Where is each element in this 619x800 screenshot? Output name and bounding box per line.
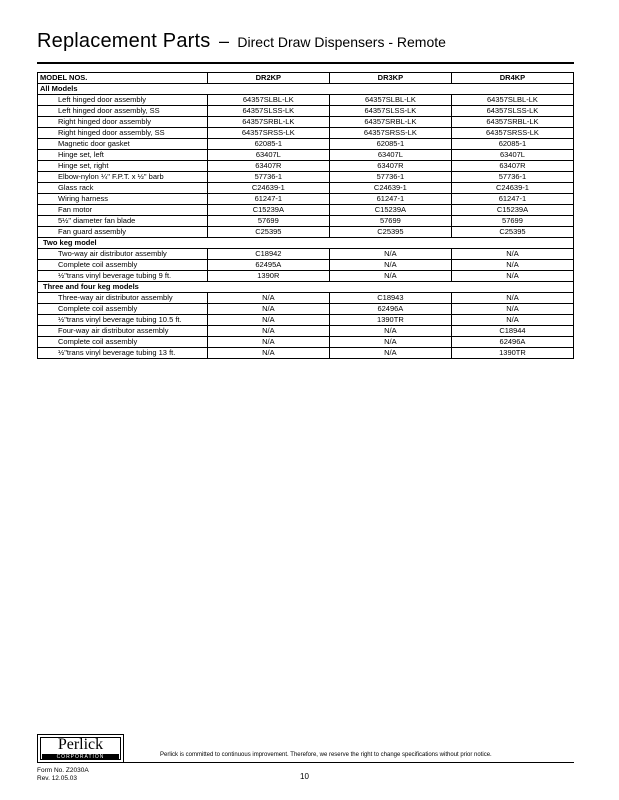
- part-number: N/A: [451, 293, 573, 304]
- part-number: N/A: [207, 293, 329, 304]
- part-number: N/A: [451, 249, 573, 260]
- table-row: [38, 117, 574, 128]
- part-number: 64357SRBL-LK: [207, 117, 329, 128]
- table-body: [38, 84, 574, 359]
- section-row: [38, 282, 574, 293]
- part-number: 64357SLBL-LK: [451, 95, 573, 106]
- table-row: [38, 315, 574, 326]
- section-label: Two keg model: [38, 238, 574, 249]
- part-number: 64357SRBL-LK: [451, 117, 573, 128]
- part-description: Three-way air distributor assembly: [38, 293, 208, 304]
- section-label: Three and four keg models: [38, 282, 574, 293]
- part-number: N/A: [207, 315, 329, 326]
- part-number: 1390TR: [451, 348, 573, 359]
- table-row: [38, 150, 574, 161]
- table-row: [38, 183, 574, 194]
- header-rule: [37, 62, 574, 64]
- part-number: 63407L: [207, 150, 329, 161]
- part-description: Two-way air distributor assembly: [38, 249, 208, 260]
- part-number: N/A: [451, 271, 573, 282]
- part-description: Glass rack: [38, 183, 208, 194]
- part-number: N/A: [329, 271, 451, 282]
- part-number: N/A: [329, 249, 451, 260]
- page-title: [37, 30, 446, 53]
- part-number: 57736-1: [451, 172, 573, 183]
- table-row: [38, 194, 574, 205]
- title-main: Replacement Parts: [37, 30, 211, 52]
- part-description: Complete coil assembly: [38, 260, 208, 271]
- table-row: [38, 227, 574, 238]
- part-number: C18942: [207, 249, 329, 260]
- part-number: 63407L: [451, 150, 573, 161]
- parts-table: [37, 72, 574, 359]
- part-description: Complete coil assembly: [38, 337, 208, 348]
- part-number: N/A: [451, 315, 573, 326]
- part-number: 57736-1: [207, 172, 329, 183]
- table-row: [38, 106, 574, 117]
- perlick-logo: [37, 734, 124, 763]
- part-number: 57699: [207, 216, 329, 227]
- part-number: 62085-1: [329, 139, 451, 150]
- part-number: C18944: [451, 326, 573, 337]
- table-row: [38, 172, 574, 183]
- column-header: MODEL NOS.: [38, 73, 208, 84]
- part-number: 64357SRSS-LK: [451, 128, 573, 139]
- part-number: 64357SRSS-LK: [329, 128, 451, 139]
- part-number: 62085-1: [451, 139, 573, 150]
- part-number: 57699: [329, 216, 451, 227]
- part-number: N/A: [207, 348, 329, 359]
- part-number: 61247-1: [329, 194, 451, 205]
- part-number: N/A: [451, 304, 573, 315]
- part-number: 61247-1: [207, 194, 329, 205]
- part-number: N/A: [207, 337, 329, 348]
- part-description: 5½" diameter fan blade: [38, 216, 208, 227]
- table-header-row: [38, 73, 574, 84]
- part-description: Hinge set, right: [38, 161, 208, 172]
- part-description: ½"trans vinyl beverage tubing 13 ft.: [38, 348, 208, 359]
- part-number: N/A: [329, 348, 451, 359]
- table-row: [38, 271, 574, 282]
- part-number: N/A: [207, 326, 329, 337]
- part-number: C24639-1: [329, 183, 451, 194]
- column-header: DR3KP: [329, 73, 451, 84]
- part-number: 64357SLSS-LK: [451, 106, 573, 117]
- part-number: 64357SLSS-LK: [329, 106, 451, 117]
- part-number: 64357SLSS-LK: [207, 106, 329, 117]
- part-number: C25395: [329, 227, 451, 238]
- part-description: Complete coil assembly: [38, 304, 208, 315]
- title-subtitle: Direct Draw Dispensers - Remote: [237, 34, 446, 50]
- page-number: 10: [300, 772, 309, 781]
- part-number: 64357SLBL-LK: [207, 95, 329, 106]
- part-number: 57736-1: [329, 172, 451, 183]
- table-row: [38, 139, 574, 150]
- part-number: 63407L: [329, 150, 451, 161]
- table-row: [38, 337, 574, 348]
- part-description: Right hinged door assembly, SS: [38, 128, 208, 139]
- column-header: DR2KP: [207, 73, 329, 84]
- part-number: 63407R: [329, 161, 451, 172]
- part-number: N/A: [207, 304, 329, 315]
- form-info: [37, 767, 89, 783]
- part-description: Right hinged door assembly: [38, 117, 208, 128]
- form-number: Form No. Z2030A: [37, 767, 89, 774]
- part-number: 64357SRBL-LK: [329, 117, 451, 128]
- table-row: [38, 326, 574, 337]
- table-row: [38, 304, 574, 315]
- table-row: [38, 216, 574, 227]
- part-number: C25395: [451, 227, 573, 238]
- column-header: DR4KP: [451, 73, 573, 84]
- part-description: Fan guard assembly: [38, 227, 208, 238]
- part-number: 64357SLBL-LK: [329, 95, 451, 106]
- part-description: Elbow-nylon ¼" F.P.T. x ½" barb: [38, 172, 208, 183]
- part-number: 1390TR: [329, 315, 451, 326]
- part-description: Fan motor: [38, 205, 208, 216]
- part-number: C15239A: [207, 205, 329, 216]
- part-number: 63407R: [207, 161, 329, 172]
- section-row: [38, 238, 574, 249]
- part-number: 62085-1: [207, 139, 329, 150]
- footer-rule: [37, 762, 574, 763]
- part-number: C15239A: [451, 205, 573, 216]
- part-number: C25395: [207, 227, 329, 238]
- part-number: C24639-1: [451, 183, 573, 194]
- part-number: N/A: [451, 260, 573, 271]
- part-number: 64357SRSS-LK: [207, 128, 329, 139]
- part-number: N/A: [329, 260, 451, 271]
- part-number: C15239A: [329, 205, 451, 216]
- revision: Rev. 12.05.03: [37, 775, 77, 782]
- part-number: 57699: [451, 216, 573, 227]
- part-description: Left hinged door assembly, SS: [38, 106, 208, 117]
- title-dash: –: [218, 31, 229, 51]
- part-description: Hinge set, left: [38, 150, 208, 161]
- table-row: [38, 128, 574, 139]
- table-row: [38, 95, 574, 106]
- part-number: C18943: [329, 293, 451, 304]
- part-number: 62496A: [329, 304, 451, 315]
- part-number: C24639-1: [207, 183, 329, 194]
- section-row: [38, 84, 574, 95]
- table-row: [38, 348, 574, 359]
- disclaimer: Perlick is committed to continuous improvement. Therefore, we reserve the right to change specifications without prior notice.: [160, 752, 492, 758]
- logo-corporation: CORPORATION: [42, 754, 119, 760]
- part-description: Wiring harness: [38, 194, 208, 205]
- logo-name: Perlick: [57, 736, 104, 753]
- part-description: ½"trans vinyl beverage tubing 10.5 ft.: [38, 315, 208, 326]
- table-row: [38, 161, 574, 172]
- table-row: [38, 293, 574, 304]
- part-number: 62496A: [451, 337, 573, 348]
- part-description: Four-way air distributor assembly: [38, 326, 208, 337]
- part-number: N/A: [329, 337, 451, 348]
- part-description: ½"trans vinyl beverage tubing 9 ft.: [38, 271, 208, 282]
- part-number: 61247-1: [451, 194, 573, 205]
- section-label: All Models: [38, 84, 574, 95]
- part-number: 63407R: [451, 161, 573, 172]
- part-description: Magnetic door gasket: [38, 139, 208, 150]
- part-description: Left hinged door assembly: [38, 95, 208, 106]
- part-number: N/A: [329, 326, 451, 337]
- table-row: [38, 260, 574, 271]
- table-row: [38, 205, 574, 216]
- part-number: 1390R: [207, 271, 329, 282]
- part-number: 62495A: [207, 260, 329, 271]
- table-row: [38, 249, 574, 260]
